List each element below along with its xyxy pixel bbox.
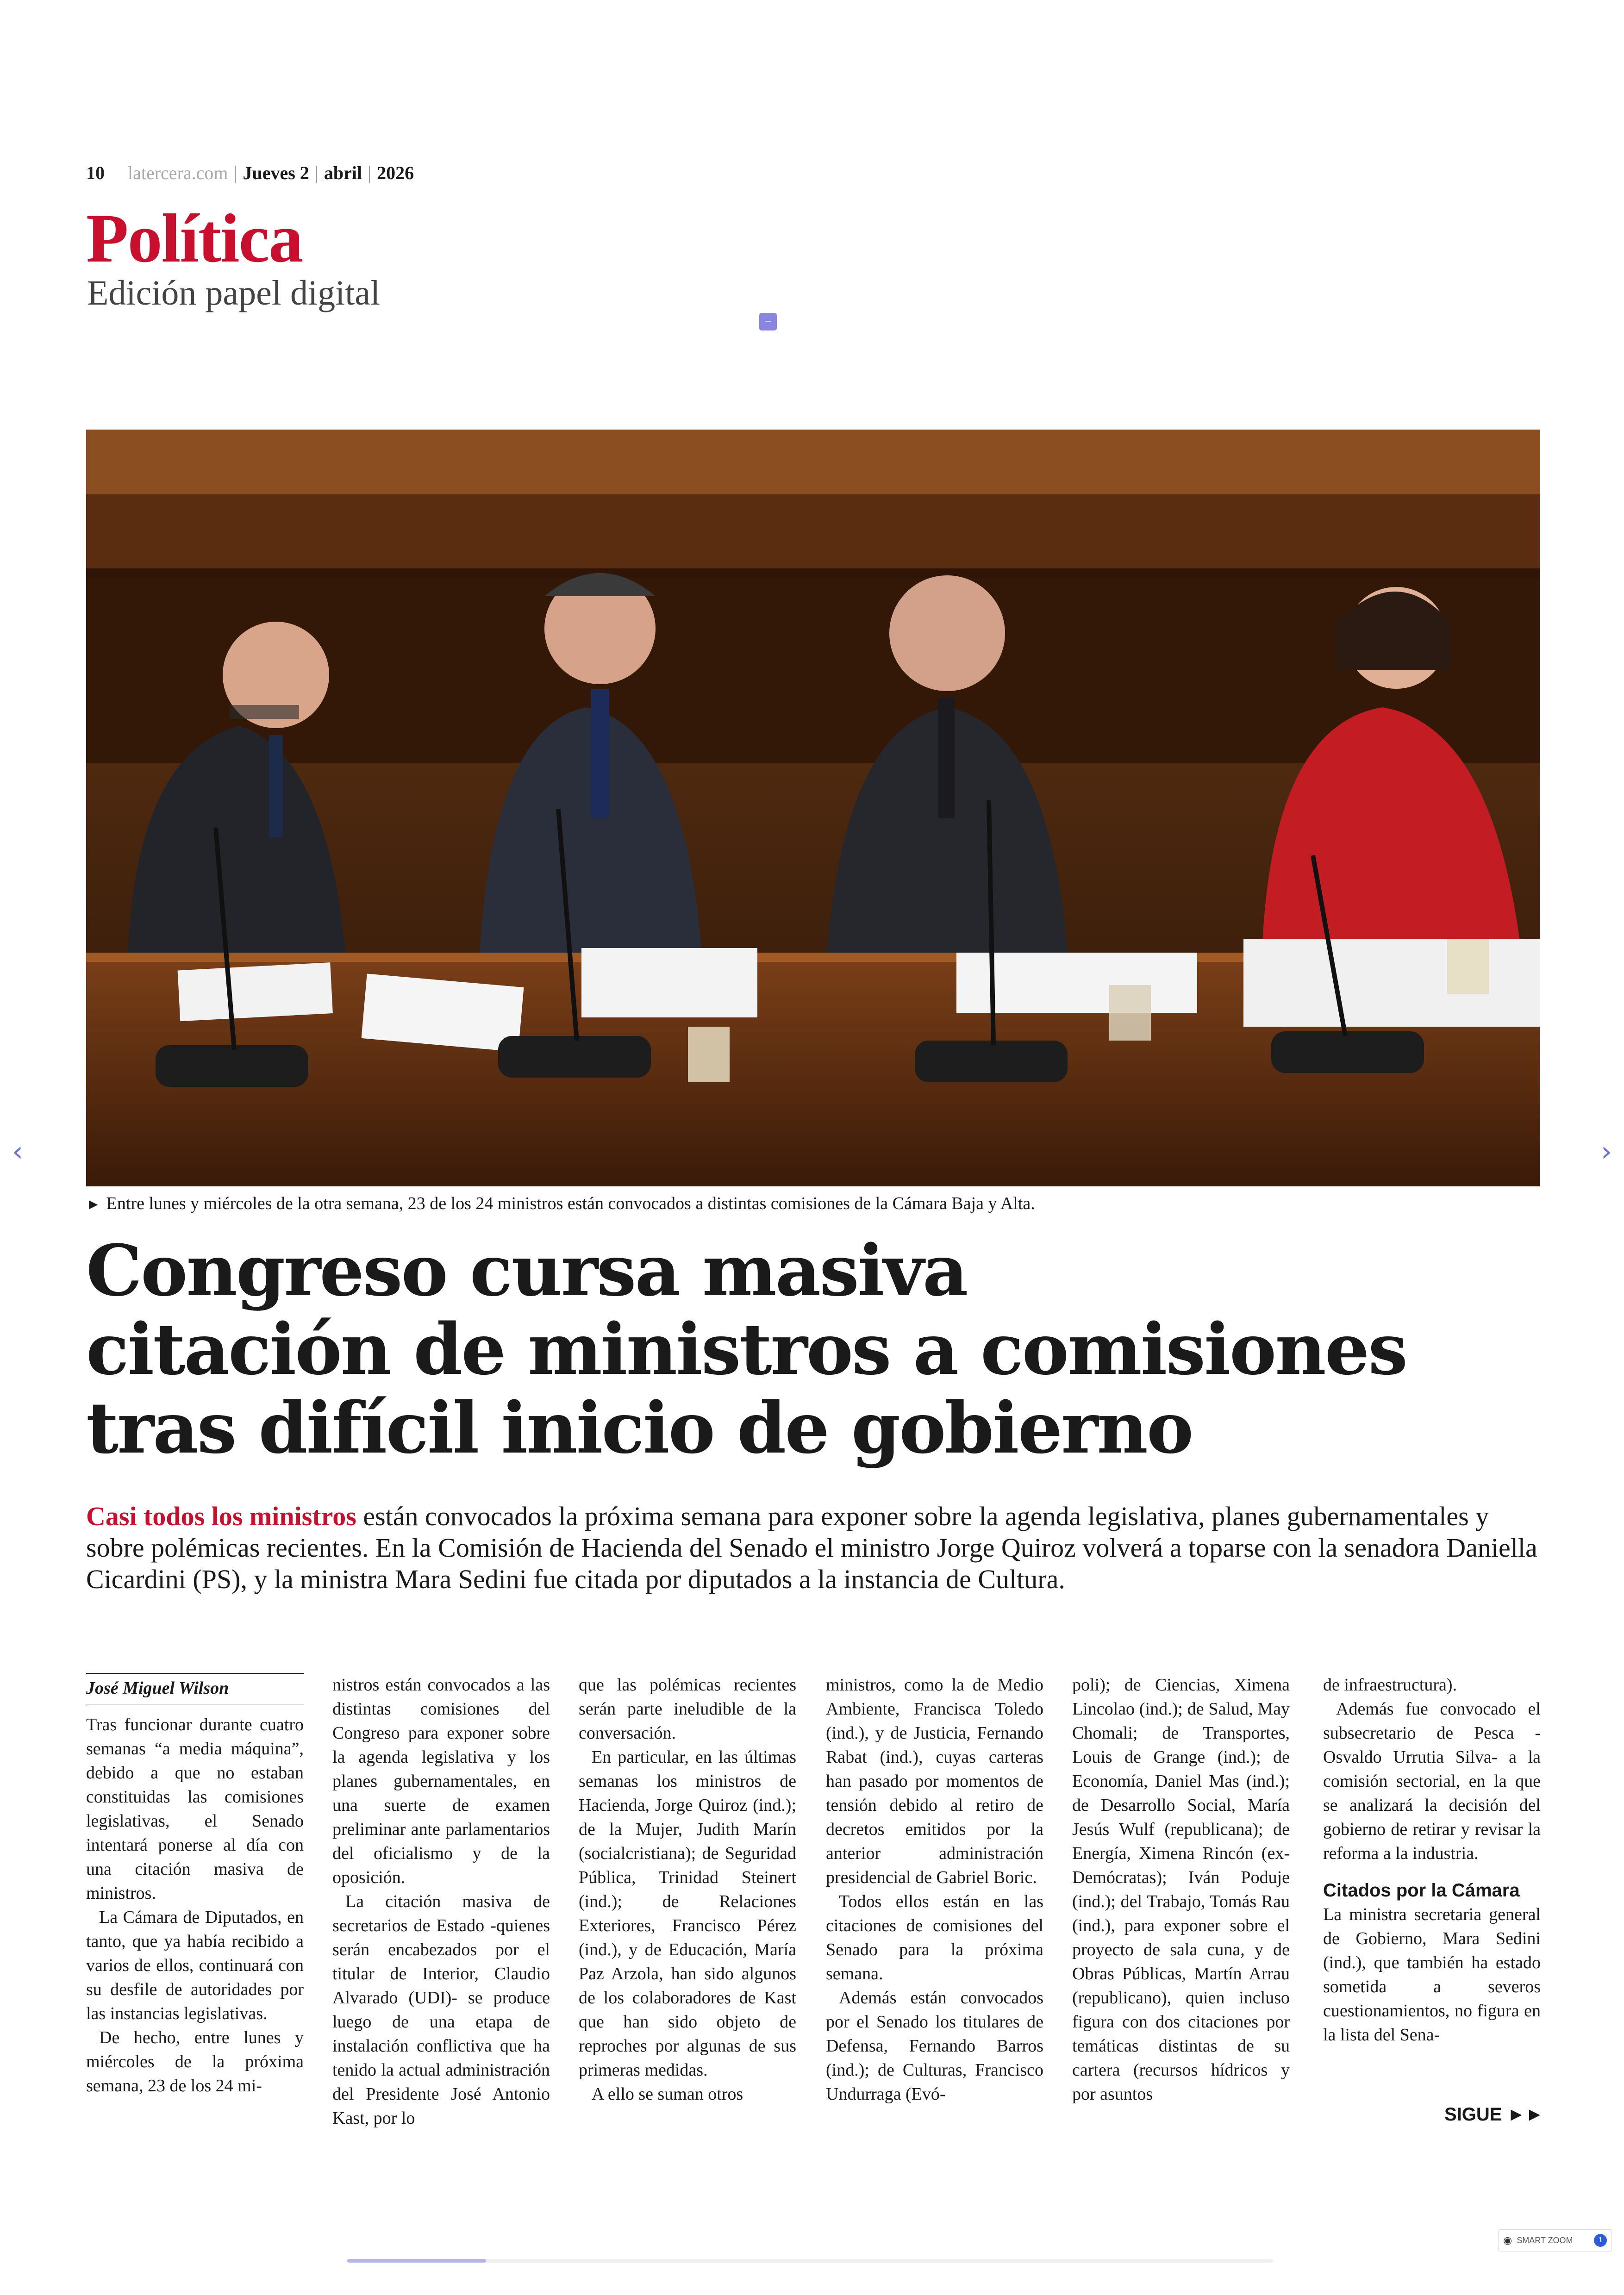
paragraph: Tras funcionar durante cuatro semanas “a media máquina”, debido a que no estaban constituidas las comisiones legislativas, el Senado intentará ponerse al día con una citación masiva de ministros. (86, 1715, 304, 1903)
headline-line: citación de ministros a comisiones (86, 1308, 1406, 1391)
paragraph: La citación masiva de secretarios de Estado -quienes serán encabezados por el titular de Interior, Claudio Alvarado (UDI)- se produce luego de una etapa de instalación conflictiva que ha tenido la actual administración del Presidente José Antonio Kast, por lo (332, 1892, 550, 2128)
date-day: Jueves 2 (243, 162, 309, 183)
paragraph: que las polémicas recientes serán parte ineludible de la conversación. (579, 1675, 796, 1743)
article-column-1 (86, 1673, 304, 2098)
separator: | (314, 162, 319, 183)
paragraph: De hecho, entre lunes y miércoles de la próxima semana, 23 de los 24 mi- (86, 2028, 304, 2095)
paragraph: La ministra secretaria general de Gobierno, Mara Sedini (ind.), que también ha estado sometida a severos cuestionamientos, no figura en la lista del Sena- (1323, 1905, 1541, 2045)
article-column-5 (1072, 1673, 1290, 2106)
paragraph: ministros, como la de Medio Ambiente, Francisca Toledo (ind.), y de Justicia, Fernando Rabat (ind.), cuyas carteras han pasado por momentos de tensión debido al retiro de decretos emitidos por la anterior administración presidencial de Gabriel Boric. (826, 1675, 1043, 1887)
paragraph: A ello se suman otros (592, 2084, 743, 2104)
subheading: Citados por la Cámara (1323, 1880, 1520, 1901)
paragraph: Todos ellos están en las citaciones de comisiones del Senado para la próxima semana. (826, 1892, 1043, 1983)
page-number: 10 (86, 162, 105, 183)
date-month: abril (324, 162, 362, 183)
caption-marker-icon: ► (86, 1196, 101, 1212)
smart-zoom-label: SMART ZOOM (1517, 2235, 1573, 2245)
eye-icon: ◉ (1503, 2234, 1512, 2246)
deck-text: están convocados la próxima semana para exponer sobre la agenda legislativa, planes gubernamentales y sobre polémicas recientes. En la Comisión de Hacienda del Senado el ministro Jorge Quiroz volverá a toparse con la senadora Daniella Cicardini (PS), y la ministra Mara Sedini fue citada por diputados a la instancia de Cultura. (86, 1501, 1537, 1594)
next-page-chevron-icon[interactable]: › (1601, 1135, 1612, 1168)
caption-text: Entre lunes y miércoles de la otra semana, 23 de los 24 ministros están convocados a distintas comisiones de la Cámara Baja y Alta. (106, 1194, 1035, 1213)
byline: José Miguel Wilson (86, 1673, 304, 1704)
site-name: latercera.com (128, 162, 228, 183)
photo-illustration (86, 430, 1540, 1186)
page-scrollbar-thumb[interactable] (347, 2259, 486, 2263)
section-title: Política (86, 200, 303, 277)
paragraph: de infraestructura). (1323, 1675, 1457, 1695)
separator: | (368, 162, 372, 183)
headline-line: tras difícil inicio de gobierno (86, 1386, 1193, 1469)
paragraph: Además fue convocado el subsecretario de Pesca -Osvaldo Urrutia Silva- a la comisión sectorial, en la que se analizará la decisión del gobierno de retirar y revisar la reforma a la industria. (1323, 1699, 1541, 1863)
folio-line (86, 162, 414, 184)
article-column-6 (1323, 1673, 1541, 2047)
photo-caption (86, 1193, 1035, 1214)
smart-zoom-button[interactable] (1498, 2229, 1612, 2251)
page-scrollbar-track[interactable] (347, 2259, 1273, 2263)
paragraph: Además están convocados por el Senado los titulares de Defensa, Fernando Barros (ind.); de Culturas, Francisco Undurraga (Evó- (826, 1988, 1043, 2104)
continue-link[interactable]: SIGUE ►► (1444, 2104, 1544, 2125)
separator: | (233, 162, 237, 183)
paragraph: La Cámara de Diputados, en tanto, que ya había recibido a varios de ellos, continuará con su desfile de autoridades por las instancias legislativas. (86, 1908, 304, 2023)
deck-lead: Casi todos los ministros (86, 1501, 356, 1531)
paragraph: nistros están convocados a las distintas comisiones del Congreso para exponer sobre la agenda legislativa y los planes gubernamentales, en una suerte de examen preliminar ante parlamentarios del oficialismo y de la oposición. (332, 1675, 550, 1887)
headline-line: Congreso cursa masiva (86, 1229, 967, 1312)
date-year: 2026 (377, 162, 414, 183)
article-column-4 (826, 1673, 1043, 2106)
article-deck (86, 1501, 1540, 1595)
paragraph: En particular, en las últimas semanas los ministros de Hacienda, Jorge Quiroz (ind.); de la Mujer, Judith Marín (socialcristiana); de Seguridad Pública, Trinidad Steinert (ind.); de Relaciones Exteriores, Francisco Pérez (ind.), y de Educación, María Paz Arzola, han sido algunos de los colaboradores de Kast que han sido objeto de reproches por algunas de sus primeras medidas. (579, 1747, 796, 2080)
page-marker-icon[interactable] (759, 313, 777, 331)
edition-subtitle: Edición papel digital (87, 274, 381, 312)
article-headline (86, 1231, 1475, 1467)
smart-zoom-badge: 1 (1594, 2234, 1607, 2247)
article-column-3 (579, 1673, 796, 2106)
prev-page-chevron-icon[interactable]: ‹ (12, 1135, 23, 1168)
article-photo (86, 430, 1540, 1186)
paragraph: poli); de Ciencias, Ximena Lincolao (ind.); de Salud, May Chomali; de Transportes, Louis de Grange (ind.); de Economía, Daniel Mas (ind.); de Desarrollo Social, María Jesús Wulf (republicana); de Energía, Ximena Rincón (ex-Demócratas); Iván Poduje (ind.); del Trabajo, Tomás Rau (ind.), para exponer sobre el proyecto de sala cuna, y de Obras Públicas, Martín Arrau (republicano), quien incluso figura con dos citaciones por temáticas distintas de su cartera (recursos hídricos y por asuntos (1072, 1675, 1290, 2104)
article-column-2 (332, 1673, 550, 2130)
